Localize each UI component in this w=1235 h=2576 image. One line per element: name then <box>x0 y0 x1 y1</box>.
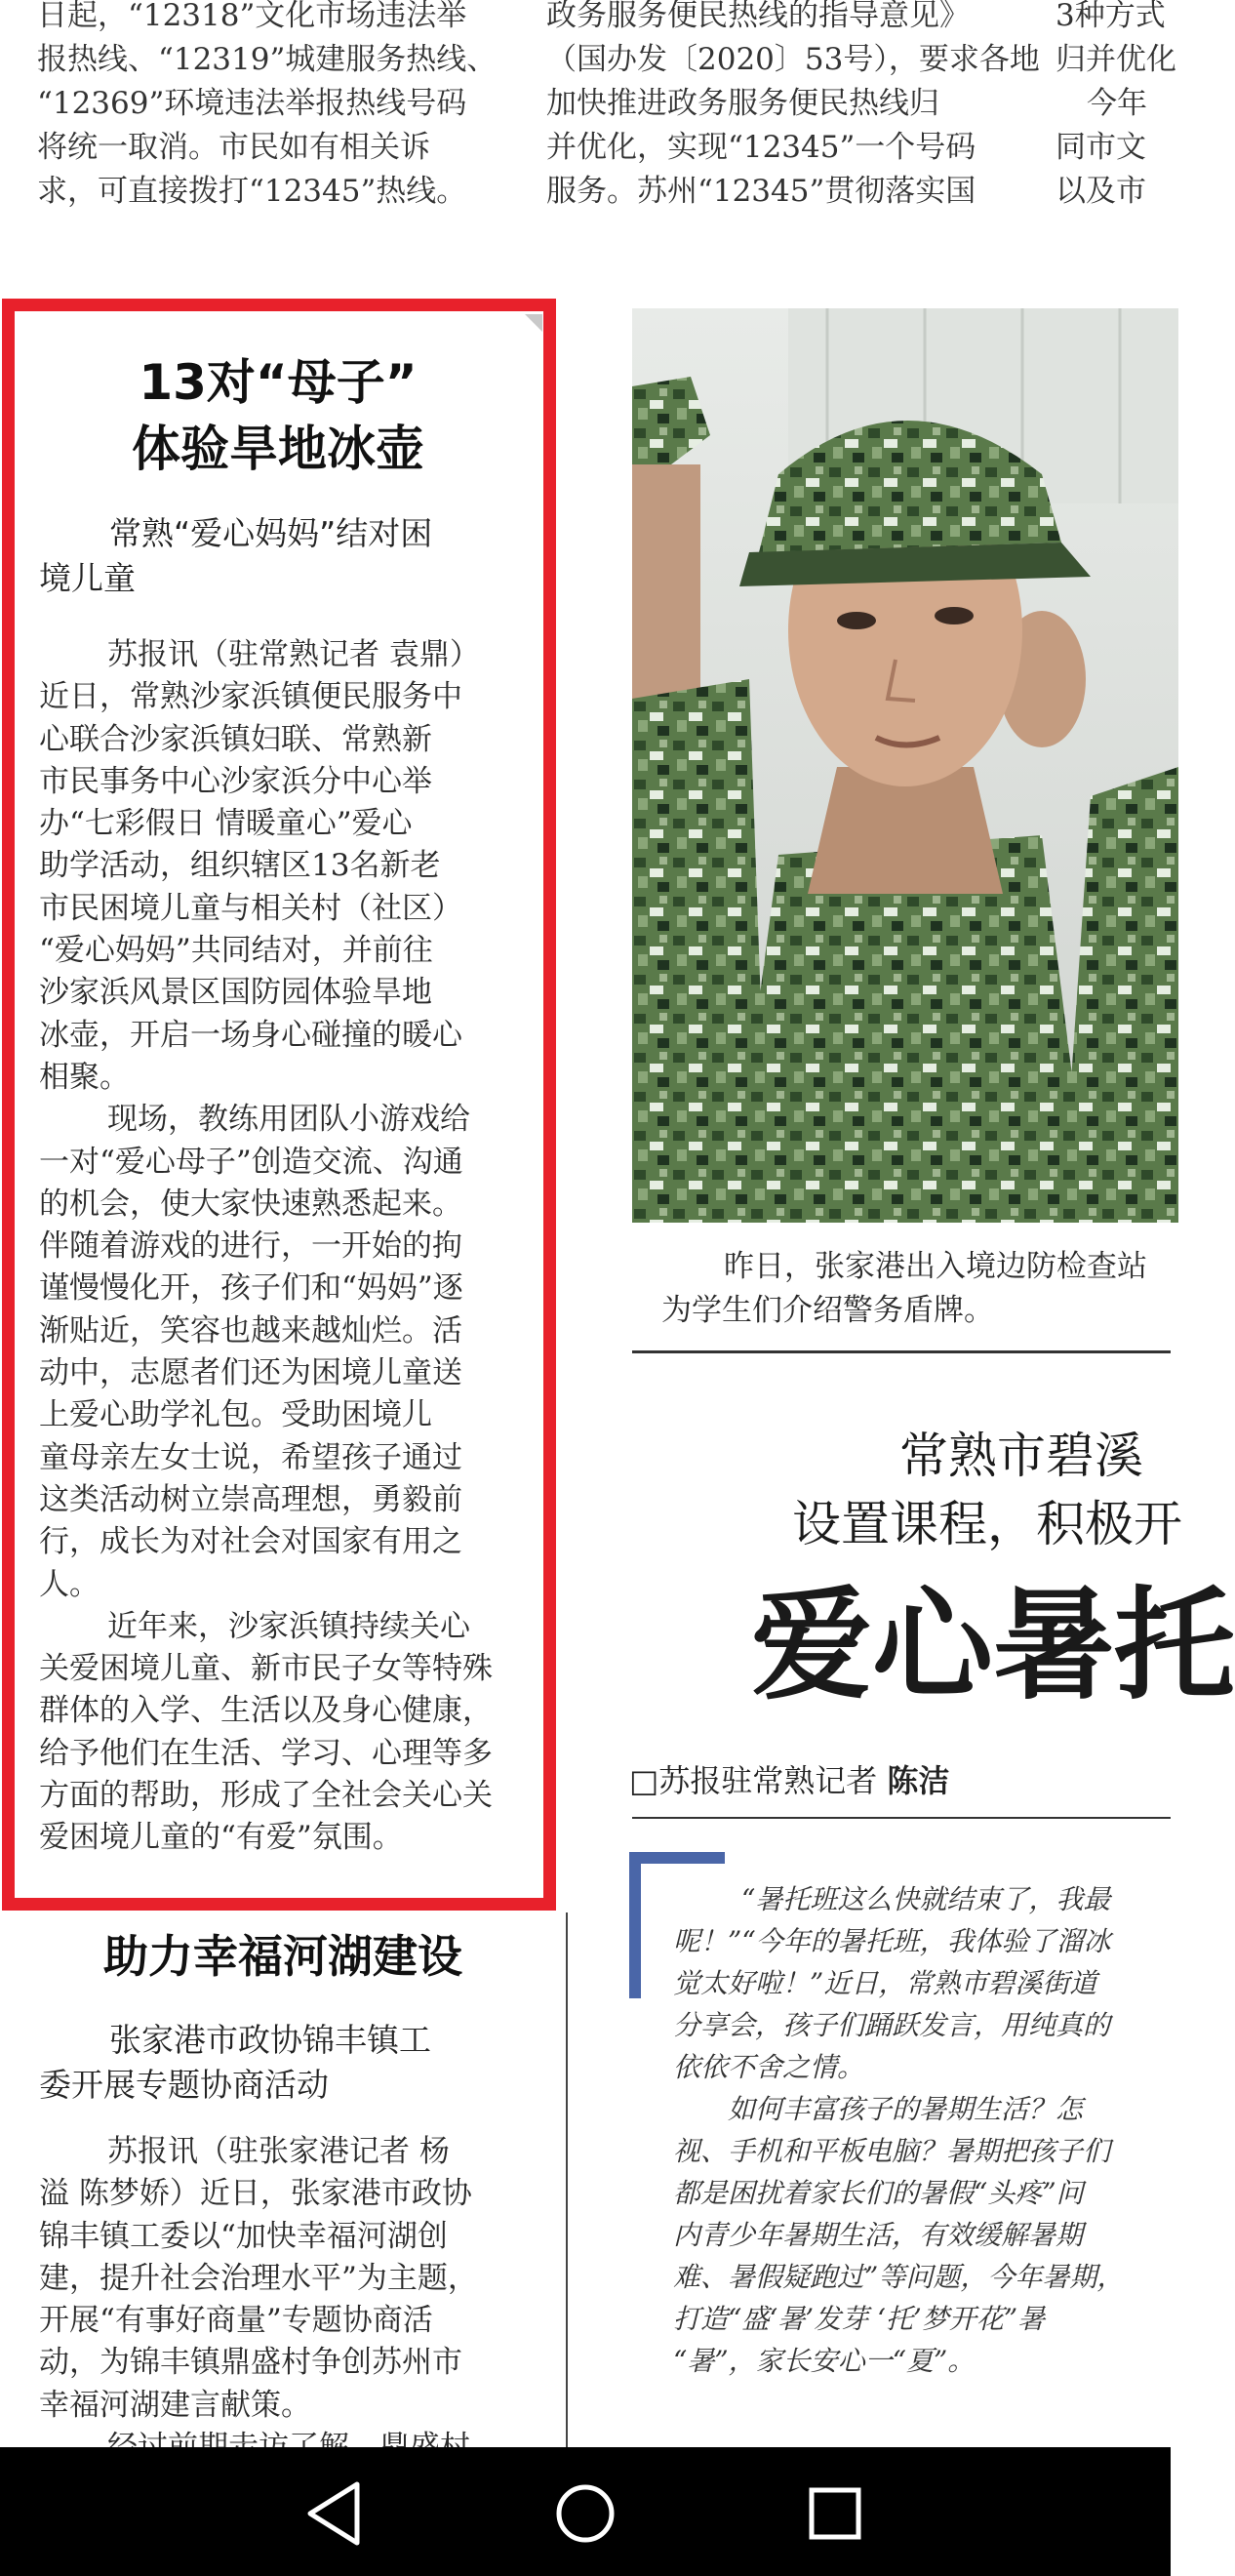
lead-line: “暑托班这么快就结束了，我最 <box>741 1883 1111 1915</box>
body-line: 群体的入学、生活以及身心健康， <box>39 1693 493 1729</box>
right-article-byline <box>629 1756 1175 1805</box>
page-fold-corner <box>525 314 542 332</box>
subhead-line: 常熟“爱心妈妈”结对困 <box>109 514 433 552</box>
caption-divider <box>632 1350 1171 1353</box>
article-body <box>39 634 546 1860</box>
byline-name: 陈洁 <box>887 1762 950 1799</box>
lead-line: 如何丰富孩子的暑期生活？怎 <box>728 2093 1084 2125</box>
body-line: 冰壶，开启一场身心碰撞的暖心 <box>39 1017 462 1053</box>
body-line: 建，提升社会治理水平”为主题， <box>39 2260 478 2296</box>
news-photo <box>632 308 1178 1223</box>
right-article-kicker-2: 设置课程，积极开 <box>792 1496 1182 1552</box>
home-circle-icon <box>548 2476 622 2551</box>
body-line: 方面的帮助，形成了全社会关心关 <box>39 1778 493 1814</box>
body-line: 近日，常熟沙家浜镇便民服务中 <box>39 679 462 715</box>
body-line: 一对“爱心母子”创造交流、沟通 <box>39 1144 463 1180</box>
body-line: 的机会，使大家快速熟悉起来。 <box>39 1186 462 1222</box>
top-strip-column-3 <box>1056 0 1176 214</box>
recents-button[interactable] <box>798 2476 872 2551</box>
subhead-line: 境儿童 <box>39 559 136 597</box>
body-line: 上爱心助学礼包。受助困境儿 <box>39 1397 432 1433</box>
top-strip-column-2 <box>546 0 1040 214</box>
byline-box: □ <box>629 1762 659 1799</box>
body-line: 开展“有事好商量”专题协商活 <box>39 2303 433 2339</box>
second-article-body <box>39 2131 546 2469</box>
body-line: 心联合沙家浜镇妇联、常熟新 <box>39 721 432 757</box>
text-line: 以及市 <box>1056 174 1146 209</box>
top-strip-column-1 <box>37 0 525 214</box>
text-line: 加快推进政务服务便民热线归 <box>546 86 939 121</box>
body-line: 相聚。 <box>39 1059 130 1095</box>
text-line: 求，可直接拨打“12345”热线。 <box>37 174 467 209</box>
body-line: 谨慢慢化开，孩子们和“妈妈”逐 <box>39 1270 463 1307</box>
recents-square-icon <box>798 2476 872 2551</box>
subhead-line: 张家港市政协锦丰镇工 <box>109 2021 431 2059</box>
second-article-subhead <box>39 2018 546 2108</box>
second-article-headline: 助力幸福河湖建设 <box>103 1930 462 1983</box>
lead-line: 难、暑假疑跑过”等问题，今年暑期， <box>673 2261 1125 2293</box>
text-line: 服务。苏州“12345”贯彻落实国 <box>546 174 976 209</box>
lead-line: 视、手机和平板电脑？暑期把孩子们 <box>673 2135 1111 2167</box>
back-button[interactable] <box>299 2476 373 2551</box>
text-line: 政务服务便民热线的指导意见》 <box>546 0 970 33</box>
body-line: 苏报讯（驻常熟记者 袁鼎） <box>107 637 480 672</box>
article-subhead <box>39 511 546 601</box>
body-line: 动中，志愿者们还为困境儿童送 <box>39 1355 462 1391</box>
body-line: 溢 陈梦娇）近日，张家港市政协 <box>39 2176 472 2212</box>
body-line: 关爱困境儿童、新市民子女等特殊 <box>39 1651 493 1687</box>
lead-line: “暑”，家长安心一“夏”。 <box>673 2345 976 2377</box>
lead-line: 都是困扰着家长们的暑假“头疼”问 <box>673 2177 1084 2209</box>
body-line: 爱困境儿童的“有爱”氛围。 <box>39 1820 403 1856</box>
body-line: 给予他们在生活、学习、心理等多 <box>39 1735 493 1771</box>
text-line: （国办发〔2020〕53号），要求各地 <box>546 42 1040 77</box>
body-line: 苏报讯（驻张家港记者 杨 <box>107 2134 450 2169</box>
body-line: 人。 <box>39 1566 100 1602</box>
body-line: 锦丰镇工委以“加快幸福河湖创 <box>39 2218 448 2254</box>
body-line: 助学活动，组织辖区13名新老 <box>39 848 441 884</box>
body-line: 伴随着游戏的进行，一开始的拘 <box>39 1228 462 1265</box>
lead-line: 依依不舍之情。 <box>673 2051 865 2083</box>
text-line: 归并优化 <box>1056 42 1176 77</box>
body-line: 近年来，沙家浜镇持续关心 <box>107 1608 470 1644</box>
system-navigation-bar <box>0 2447 1171 2576</box>
back-triangle-icon <box>299 2476 373 2551</box>
right-article-kicker-1: 常熟市碧溪 <box>899 1428 1143 1484</box>
column-divider <box>566 1912 568 2447</box>
body-line: “爱心妈妈”共同结对，并前往 <box>39 933 433 969</box>
text-line: “12369”环境违法举报热线号码 <box>37 86 467 121</box>
article-headline-line-1: 13对“母子” <box>139 354 418 411</box>
text-line: 将统一取消。市民如有相关诉 <box>37 130 430 165</box>
photo-students-in-camouflage <box>632 308 1178 1223</box>
body-line: 这类活动树立崇高理想，勇毅前 <box>39 1481 462 1517</box>
article-headline-line-2: 体验旱地冰壶 <box>132 421 424 477</box>
photo-caption-line-2: 为学生们介绍警务盾牌。 <box>661 1293 994 1328</box>
body-line: 现场，教练用团队小游戏给 <box>107 1102 470 1138</box>
body-line: 行，成长为对社会对国家有用之 <box>39 1524 462 1560</box>
body-line: 渐贴近，笑容也越来越灿烂。活 <box>39 1312 462 1348</box>
text-line: 今年 <box>1087 86 1147 121</box>
byline-text: 苏报驻常熟记者 <box>658 1762 878 1799</box>
subhead-line: 委开展专题协商活动 <box>39 2066 329 2104</box>
body-line: 幸福河湖建言献策。 <box>39 2387 311 2423</box>
right-article-lead <box>673 1878 1171 2382</box>
text-line: 3种方式 <box>1056 0 1166 33</box>
text-line: 报热线、“12319”城建服务热线、 <box>37 42 498 77</box>
text-line: 日起，“12318”文化市场违法举 <box>37 0 467 33</box>
photo-caption-line-1: 昨日，张家港出入境边防检查站 <box>724 1249 1147 1284</box>
lead-line: 分享会，孩子们踊跃发言，用纯真的 <box>673 2009 1111 2041</box>
body-line: 童母亲左女士说，希望孩子通过 <box>39 1439 462 1475</box>
byline-divider <box>632 1817 1171 1819</box>
lead-line: 呢！”“今年的暑托班，我体验了溜冰 <box>673 1925 1111 1957</box>
body-line: 沙家浜风景区国防园体验旱地 <box>39 975 432 1011</box>
body-line: 市民困境儿童与相关村（社区） <box>39 890 462 926</box>
body-line: 动，为锦丰镇鼎盛村争创苏州市 <box>39 2345 462 2381</box>
text-line: 同市文 <box>1056 130 1146 165</box>
lead-line: 觉太好啦！”近日，常熟市碧溪街道 <box>673 1967 1097 1999</box>
text-line: 并优化，实现“12345”一个号码 <box>546 130 976 165</box>
body-line: 市民事务中心沙家浜分中心举 <box>39 763 432 799</box>
home-button[interactable] <box>548 2476 622 2551</box>
right-article-main-headline: 爱心暑托 <box>751 1576 1235 1716</box>
lead-line: 打造“盛‘暑’发芽 ‘托’梦开花”暑 <box>673 2303 1046 2335</box>
lead-line: 内青少年暑期生活，有效缓解暑期 <box>673 2219 1084 2251</box>
body-line: 办“七彩假日 情暖童心”爱心 <box>39 806 413 842</box>
